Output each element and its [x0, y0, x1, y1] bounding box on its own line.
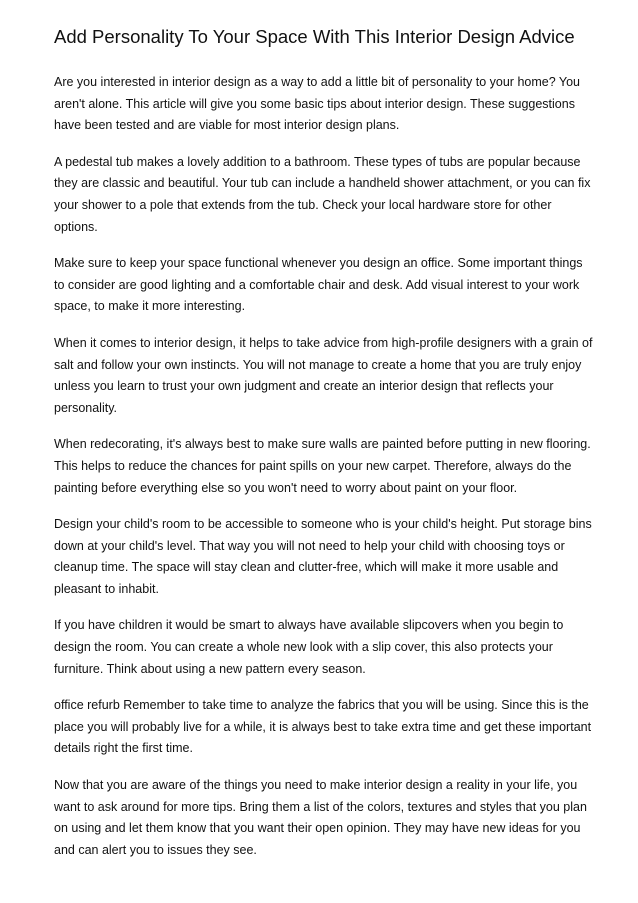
- paragraph-slipcovers: If you have children it would be smart to always have available slipcovers when you begin to design the room. You can create a whole new look with a slip cover, this also protects your furniture. Think about using a new pattern every season.: [54, 618, 564, 676]
- document-title: Add Personality To Your Space With This Interior Design Advice: [54, 26, 575, 47]
- paragraph-conclusion: Now that you are aware of the things you need to make interior design a reality in your life, you want to ask around for more tips. Bring them a list of the colors, textures and styles that you plan on using and let them know that you want their open opinion. They may have new ideas for you and can alert you to issues they see.: [54, 778, 587, 857]
- paragraph-pedestal-tub: A pedestal tub makes a lovely addition to a bathroom. These types of tubs are popular because they are classic and beautiful. Your tub can include a handheld shower attachment, or you can fix your shower to a pole that extends from the tub. Check your local hardware store for other options.: [54, 154, 591, 234]
- paragraph-fabrics: office refurb Remember to take time to analyze the fabrics that you will be using. Since this is the place you will probably live for a while, it is always best to take extra time and get these important details right the first time.: [54, 698, 592, 756]
- paragraph-intro: Are you interested in interior design as a way to add a little bit of personality to your home? You aren't alone. This article will give you some basic tips about interior design. These suggestions have been tested and are viable for most interior design plans.: [54, 75, 581, 133]
- paragraph-designer-advice: When it comes to interior design, it helps to take advice from high-profile designers with a grain of salt and follow your own instincts. You will not manage to create a home that you are truly enjoy unless you learn to trust your own judgment and create an interior design that reflects your personality.: [54, 335, 593, 415]
- paragraph-redecorating: When redecorating, it's always best to make sure walls are painted before putting in new flooring. This helps to reduce the chances for paint spills on your new carpet. Therefore, always do the painting before everything else so you won't need to worry about paint on your floor.: [54, 437, 591, 495]
- paragraph-office: Make sure to keep your space functional whenever you design an office. Some important things to consider are good lighting and a comfortable chair and desk. Add visual interest to your work space, to make it more interesting.: [54, 256, 583, 314]
- paragraph-childs-room: Design your child's room to be accessible to someone who is your child's height. Put storage bins down at your child's level. That way you will not need to help your child with choosing toys or cleanup time. The space will stay clean and clutter-free, which will make it more usable and pleasant to inhabit.: [54, 517, 592, 596]
- document-page: [54, 27, 594, 861]
